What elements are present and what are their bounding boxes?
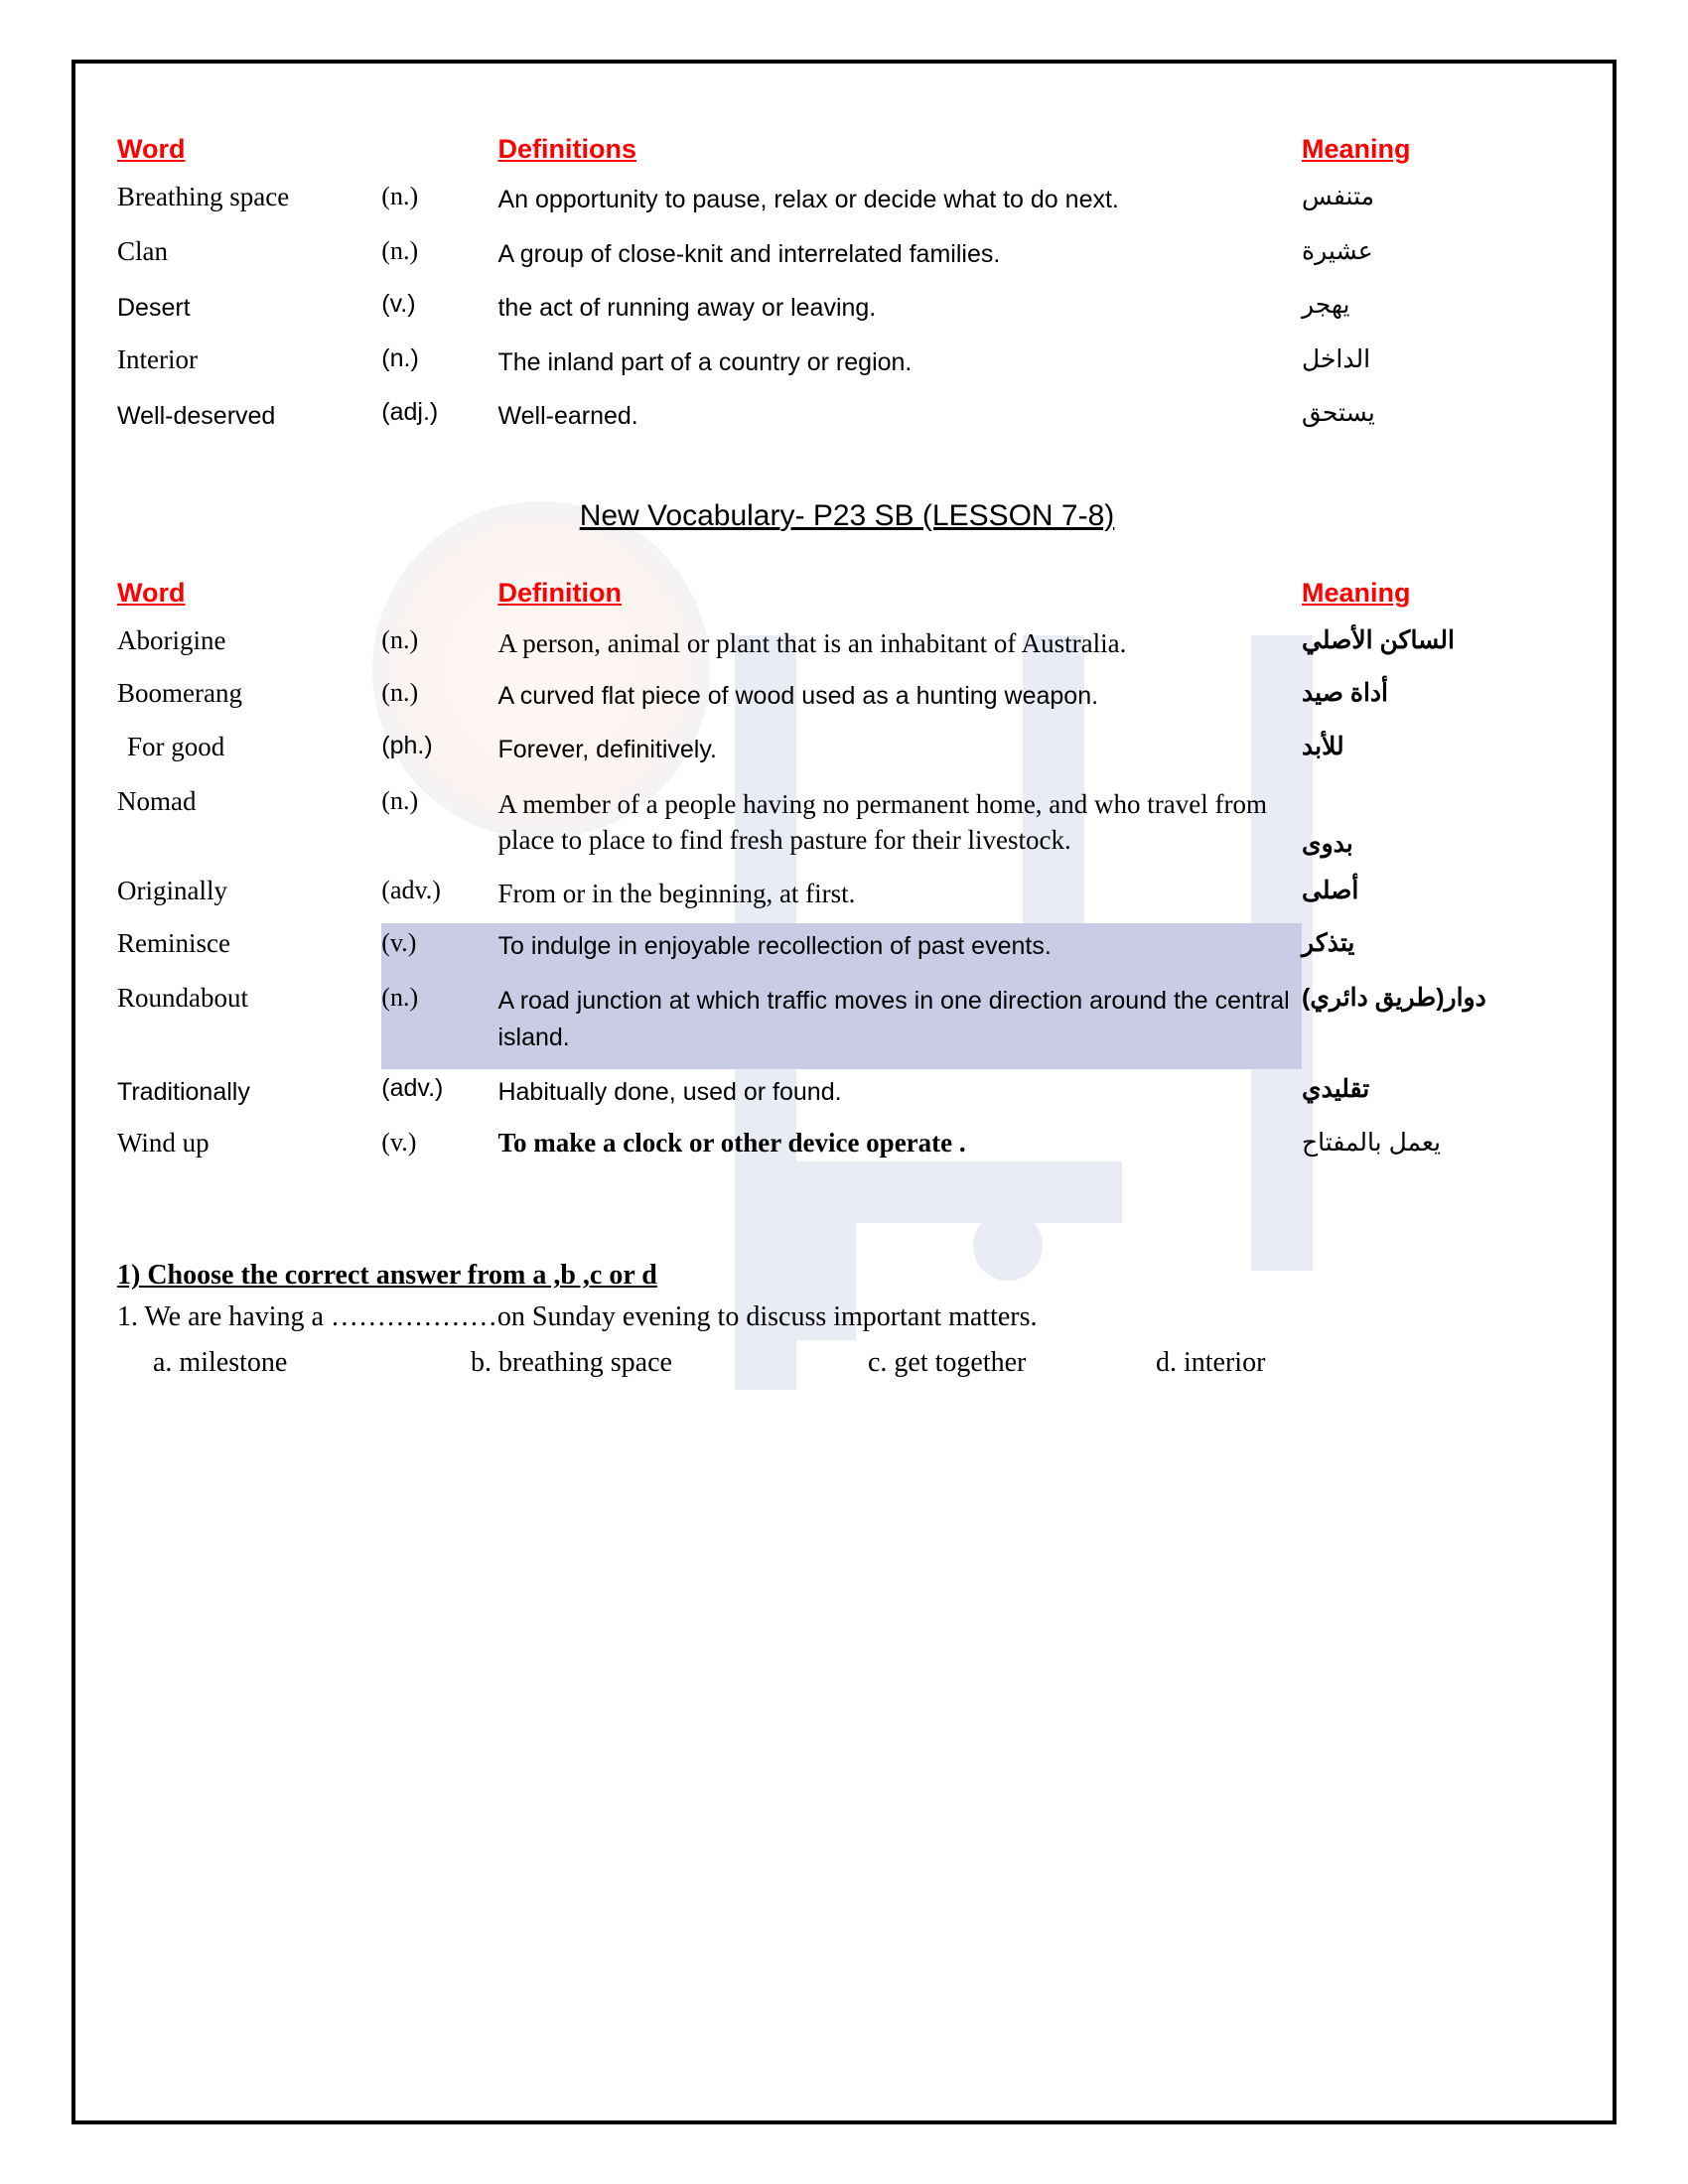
section-title-part3: (LESSON 7-8) xyxy=(914,498,1115,532)
word-cell: Roundabout xyxy=(117,982,248,1013)
option-d[interactable]: d. interior xyxy=(1156,1347,1266,1379)
table-row xyxy=(117,231,1577,286)
vocabulary-table-2 xyxy=(117,573,1577,1171)
word-cell: Well-deserved xyxy=(117,402,276,430)
definition-cell: To indulge in enjoyable recollection of past events. xyxy=(497,923,1302,978)
exercise-question: 1. We are having a ………………on Sunday evening to discuss important matters. xyxy=(117,1301,1038,1333)
column-header-definitions: Definitions xyxy=(497,134,636,164)
meaning-cell: دوار(طريق دائري) xyxy=(1302,983,1486,1012)
table-row xyxy=(117,177,1577,231)
definition-cell: Forever, definitively. xyxy=(497,736,717,764)
table-row xyxy=(117,781,1577,871)
meaning-cell: عشيرة xyxy=(1302,236,1373,265)
table-row xyxy=(117,1123,1577,1170)
table-row xyxy=(117,340,1577,394)
definition-cell: To make a clock or other device operate . xyxy=(497,1128,966,1159)
pos-cell: (adj.) xyxy=(381,398,439,426)
pos-cell: (v.) xyxy=(381,290,416,318)
definition-cell: The inland part of a country or region. xyxy=(497,347,913,376)
word-cell: Aborigine xyxy=(117,624,226,655)
table-row xyxy=(117,673,1577,728)
column-header-meaning: Meaning xyxy=(1302,134,1411,164)
exercise-title: 1) Choose the correct answer from a ,b ,c or d xyxy=(117,1260,657,1292)
word-cell: Clan xyxy=(117,235,168,266)
table-row xyxy=(117,871,1577,923)
exercise-options xyxy=(117,1347,1577,1379)
option-b[interactable]: b. breathing space xyxy=(471,1347,672,1379)
word-cell: Wind up xyxy=(117,1128,210,1159)
definition-cell: A person, animal or plant that is an inhabitant of Australia. xyxy=(497,627,1127,658)
column-header-word: Word xyxy=(117,577,186,608)
pos-cell: (n.) xyxy=(381,343,419,372)
word-cell: Nomad xyxy=(117,785,197,816)
pos-cell: (n.) xyxy=(381,624,419,654)
table-row xyxy=(117,620,1577,673)
meaning-cell: الداخل xyxy=(1302,344,1371,373)
pos-cell: (n.) xyxy=(381,235,419,265)
meaning-cell: للأبد xyxy=(1302,733,1344,761)
meaning-cell: تقليدي xyxy=(1302,1074,1370,1103)
meaning-cell: بدوى xyxy=(1302,829,1353,858)
definition-cell: A group of close-knit and interrelated families. xyxy=(497,239,1001,268)
table-row xyxy=(117,1069,1577,1124)
table-row xyxy=(117,393,1577,448)
pos-cell: (n.) xyxy=(381,677,419,707)
section-title-part2: P23 SB xyxy=(804,498,914,532)
pos-cell: (ph.) xyxy=(381,732,433,760)
table-row xyxy=(117,727,1577,781)
meaning-cell: يعمل بالمفتاح xyxy=(1302,1129,1441,1158)
definition-cell: From or in the beginning, at first. xyxy=(497,878,856,908)
meaning-cell: الساكن الأصلي xyxy=(1302,625,1455,654)
table-row xyxy=(117,978,1577,1069)
word-cell: Interior xyxy=(117,343,198,374)
definition-cell: A road junction at which traffic moves in one direction around the central island. xyxy=(497,978,1302,1069)
table-header-row xyxy=(117,573,1577,620)
option-c[interactable]: c. get together xyxy=(868,1347,1027,1379)
document-content xyxy=(117,129,1577,1379)
meaning-cell: أصلى xyxy=(1302,876,1359,904)
pos-cell: (v.) xyxy=(381,923,497,978)
vocabulary-table-1 xyxy=(117,129,1577,448)
exercise-section xyxy=(117,1260,1577,1379)
definition-cell: An opportunity to pause, relax or decide what to do next. xyxy=(497,186,1119,213)
section-title xyxy=(117,499,1577,533)
table-row xyxy=(117,923,1577,978)
pos-cell: (adv.) xyxy=(381,1073,444,1102)
meaning-cell: يتذكر xyxy=(1302,929,1355,958)
meaning-cell: يهجر xyxy=(1302,291,1350,319)
pos-cell: (n.) xyxy=(381,978,497,1069)
pos-cell: (adv.) xyxy=(381,875,441,904)
word-cell: Desert xyxy=(117,294,191,322)
definition-cell: A curved flat piece of wood used as a hunting weapon. xyxy=(497,681,1099,710)
option-a[interactable]: a. milestone xyxy=(153,1347,288,1379)
word-cell: Breathing space xyxy=(117,182,290,211)
definition-cell: Well-earned. xyxy=(497,402,638,430)
pos-cell: (v.) xyxy=(381,1128,417,1158)
definition-cell: A member of a people having no permanent home, and who travel from place to place to find fresh pasture for their livestock. xyxy=(497,788,1267,856)
column-header-meaning: Meaning xyxy=(1302,577,1411,608)
definition-cell: Habitually done, used or found. xyxy=(497,1077,842,1106)
meaning-cell: أداة صيد xyxy=(1302,678,1388,707)
column-header-word: Word xyxy=(117,134,186,164)
word-cell: Originally xyxy=(117,875,227,905)
meaning-cell: متنفس xyxy=(1302,183,1375,210)
section-title-part1: New Vocabulary- xyxy=(579,498,805,532)
definition-cell: the act of running away or leaving. xyxy=(497,294,877,322)
word-cell: Boomerang xyxy=(117,677,242,708)
word-cell: Traditionally xyxy=(117,1077,250,1106)
table-header-row xyxy=(117,129,1577,177)
word-cell: Reminisce xyxy=(117,928,230,959)
meaning-cell: يستحق xyxy=(1302,399,1375,427)
pos-cell: (n.) xyxy=(381,785,419,815)
table-row xyxy=(117,285,1577,340)
column-header-definition: Definition xyxy=(497,577,622,608)
word-cell: For good xyxy=(127,732,225,762)
pos-cell: (n.) xyxy=(381,182,419,210)
